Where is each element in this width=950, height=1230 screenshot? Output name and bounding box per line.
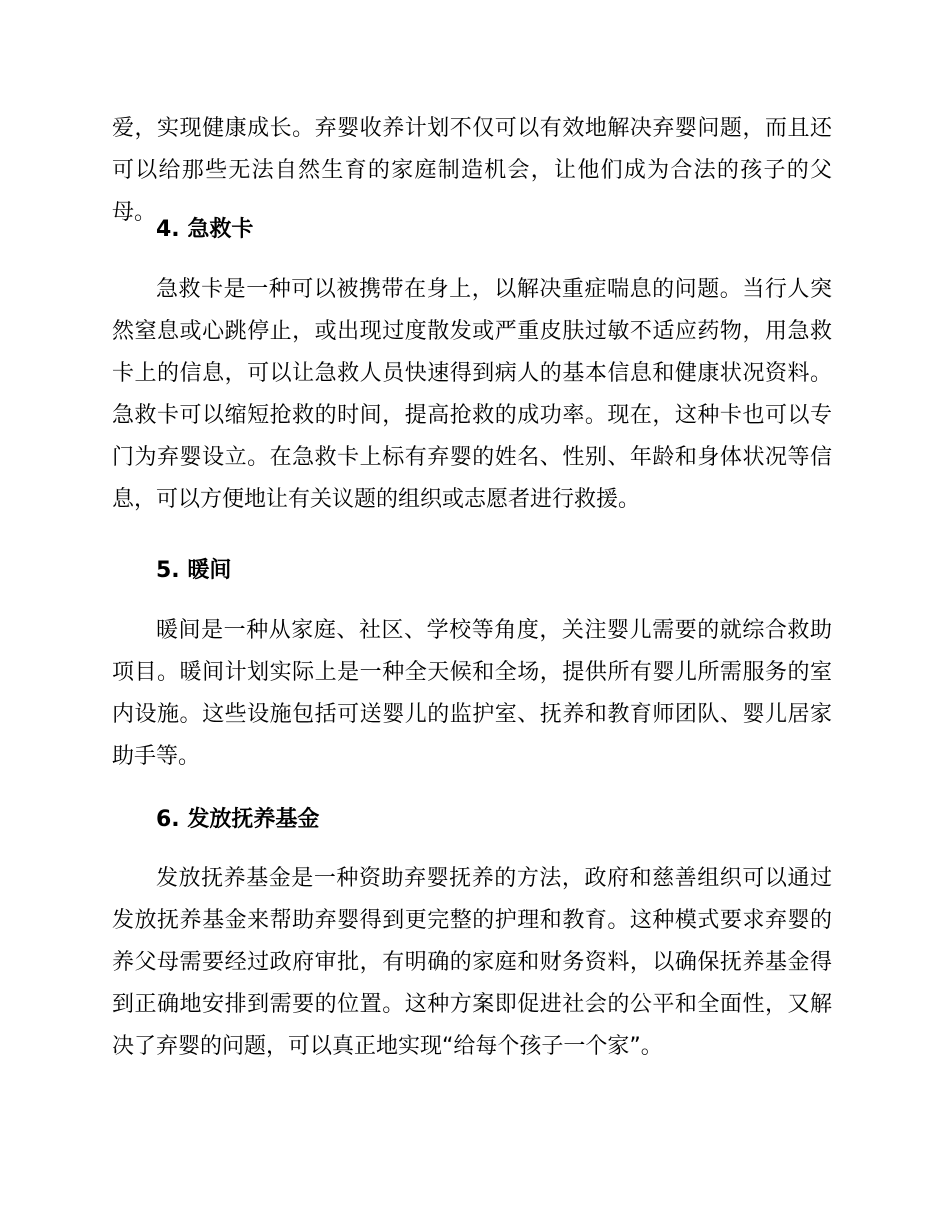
heading-first-aid-card: 4. 急救卡 [156, 217, 254, 242]
paragraph-support-fund: 发放抚养基金是一种资助弃婴抚养的方法，政府和慈善组织可以通过发放抚养基金来帮助弃婴得到更完整的护理和教育。这种模式要求弃婴的养父母需要经过政府审批，有明确的家庭和财务资料，以确保抚养基金得到正确地安排到需要的位置。这种方案即促进社会的公平和全面性，又解决了弃婴的问题，可以真正地实现“给每个孩子一个家”。 [112, 866, 832, 1059]
paragraph-warm-room: 暖间是一种从家庭、社区、学校等角度，关注婴儿需要的就综合救助项目。暖间计划实际上是一种全天候和全场，提供所有婴儿所需服务的室内设施。这些设施包括可送婴儿的监护室、抚养和教育师团队、婴儿居家助手等。 [112, 618, 832, 769]
paragraph-adoption-continued: 爱，实现健康成长。弃婴收养计划不仅可以有效地解决弃婴问题，而且还可以给那些无法自然生育的家庭制造机会，让他们成为合法的孩子的父母。 [112, 116, 832, 225]
paragraph-first-aid-card: 急救卡是一种可以被携带在身上，以解决重症喘息的问题。当行人突然窒息或心跳停止，或出现过度散发或严重皮肤过敏不适应药物，用急救卡上的信息，可以让急救人员快速得到病人的基本信息和健康状况资料。急救卡可以缩短抢救的时间，提高抢救的成功率。现在，这种卡也可以专门为弃婴设立。在急救卡上标有弃婴的姓名、性别、年龄和身体状况等信息，可以方便地让有关议题的组织或志愿者进行救援。 [112, 277, 832, 512]
heading-support-fund: 6. 发放抚养基金 [156, 807, 320, 832]
heading-warm-room: 5. 暖间 [156, 558, 232, 583]
